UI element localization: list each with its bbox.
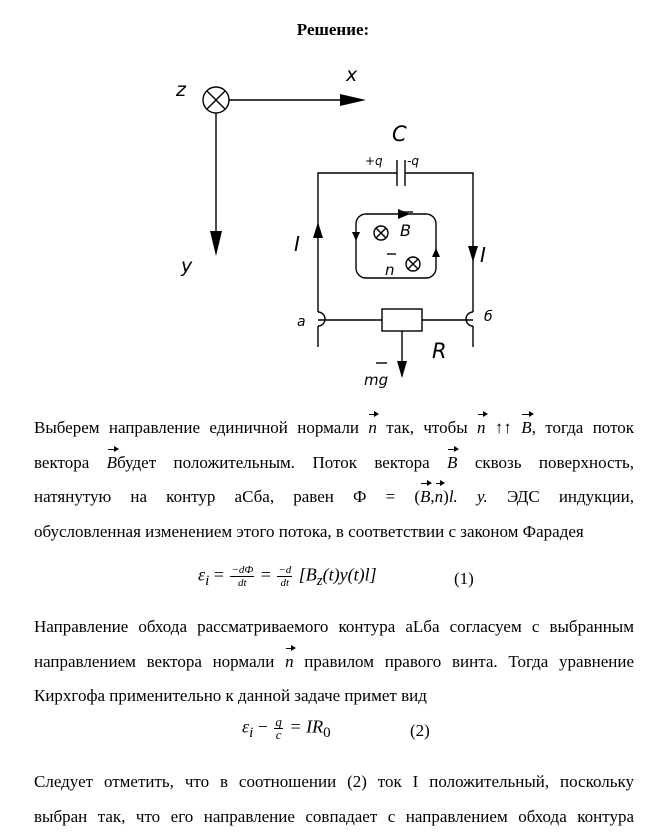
circulation-loop (356, 214, 436, 278)
paragraph-3 (34, 765, 634, 834)
point-b-label: б (484, 309, 493, 325)
p3-line-2: выбран так, что его направление совпадает с направлением обхода контура (34, 800, 634, 834)
p1-line-3: натянутую на контур аСба, равен Ф = (B,n)l. y. ЭДС индукции, (34, 480, 634, 515)
paragraph-2 (34, 610, 634, 714)
equation-1: $\varepsilon_i$ = $\frac{-dФ}{dt}$ = $\frac{-d}{dt}$ $[B_z(t)y(t)l]$ (198, 564, 377, 590)
capacitor-label: C (392, 122, 407, 146)
resistor-box (382, 309, 422, 331)
normal-label: n (385, 261, 395, 279)
current-right-label: I (480, 243, 486, 267)
gravity-label: mg (364, 371, 388, 389)
p2-line-1: Направление обхода рассматриваемого контура aLба согласуем с выбранным (34, 610, 634, 645)
equation-1-number: (1) (454, 569, 474, 589)
p1-line-4: обусловленная изменением этого потока, в соответствии с законом Фарадея (34, 515, 634, 550)
point-a-label: a (297, 314, 306, 330)
p2-line-3: Кирхгофа применительно к данной задаче примет вид (34, 679, 634, 714)
p1-line-2: вектора Bбудет положительным. Поток вектора B сквозь поверхность, (34, 446, 634, 481)
circuit-diagram (0, 0, 666, 400)
equation-2: $\varepsilon_i$ − $\frac{q}{c}$ = $IR_0$ (242, 716, 331, 742)
axis-x-label: x (345, 64, 358, 86)
axis-y-label: y (180, 255, 193, 277)
field-label: B (400, 221, 411, 240)
p3-line-1: Следует отметить, что в соотношении (2) ток I положительный, поскольку (34, 765, 634, 800)
paragraph-1 (34, 411, 634, 549)
axis-z-label: z (175, 79, 187, 101)
current-left-label: I (294, 232, 300, 256)
p1-line-1: Выберем направление единичной нормали n так, чтобы n ↑↑ B, тогда поток (34, 411, 634, 446)
resistor-label: R (432, 339, 447, 363)
solution-heading: Решение: (0, 20, 666, 40)
p2-line-2: направлением вектора нормали n правилом правого винта. Тогда уравнение (34, 645, 634, 680)
equation-2-number: (2) (410, 721, 430, 741)
charge-minus-label: -q (407, 154, 419, 168)
charge-plus-label: +q (365, 154, 383, 168)
